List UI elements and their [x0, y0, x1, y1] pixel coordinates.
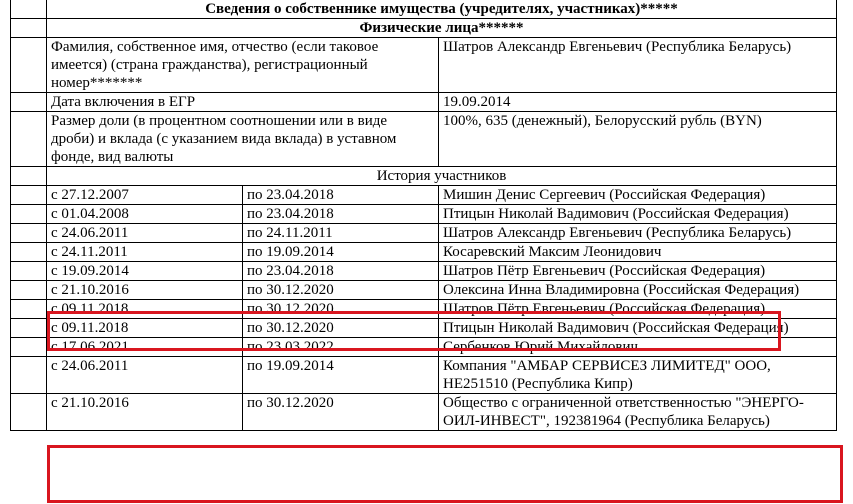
history-row-to: по 30.12.2020 — [243, 394, 439, 431]
history-row-to: по 23.04.2018 — [243, 262, 439, 281]
history-row-from: с 24.06.2011 — [47, 357, 243, 394]
history-row-to: по 30.12.2020 — [243, 319, 439, 338]
owner-date-row — [11, 93, 837, 112]
history-row-index — [11, 224, 47, 243]
history-row — [11, 319, 837, 338]
history-row — [11, 186, 837, 205]
section-title: Сведения о собственнике имущества (учредителях, участниках)***** — [47, 0, 837, 19]
history-row — [11, 262, 837, 281]
history-row-from: с 01.04.2008 — [47, 205, 243, 224]
history-row-from: с 24.06.2011 — [47, 224, 243, 243]
highlight-box-energo-oil-row — [47, 445, 843, 503]
history-row — [11, 205, 837, 224]
history-row-to: по 19.09.2014 — [243, 357, 439, 394]
history-row-from: с 09.11.2018 — [47, 300, 243, 319]
history-row — [11, 224, 837, 243]
history-row — [11, 281, 837, 300]
history-row-index — [11, 186, 47, 205]
owner-name-row — [11, 38, 837, 93]
history-row-from: с 21.10.2016 — [47, 281, 243, 300]
history-row-from: с 21.10.2016 — [47, 394, 243, 431]
history-row-to: по 30.12.2020 — [243, 300, 439, 319]
history-row-to: по 24.11.2011 — [243, 224, 439, 243]
history-row-index — [11, 338, 47, 357]
history-row-name: Косаревский Максим Леонидович — [439, 243, 837, 262]
history-row-name: Птицын Николай Вадимович (Российская Федерация) — [439, 319, 837, 338]
history-row-index — [11, 300, 47, 319]
history-row — [11, 243, 837, 262]
subsection-title: Физические лица****** — [47, 19, 837, 38]
history-row-to: по 30.12.2020 — [243, 281, 439, 300]
history-row-name: Шатров Александр Евгеньевич (Республика Беларусь) — [439, 224, 837, 243]
history-row-name: Сербенков Юрий Михайлович — [439, 338, 837, 357]
history-row — [11, 357, 837, 394]
history-row-name: Олексина Инна Владимировна (Российская Федерация) — [439, 281, 837, 300]
history-row-index — [11, 205, 47, 224]
owner-name-value: Шатров Александр Евгеньевич (Республика Беларусь) — [439, 38, 837, 93]
history-row-name: Шатров Пётр Евгеньевич (Российская Федерация) — [439, 300, 837, 319]
history-row-from: с 24.11.2011 — [47, 243, 243, 262]
history-row-to: по 19.09.2014 — [243, 243, 439, 262]
history-row-index — [11, 319, 47, 338]
owner-info-table — [10, 0, 837, 431]
history-row-to: по 23.04.2018 — [243, 205, 439, 224]
owner-date-label: Дата включения в ЕГР — [47, 93, 439, 112]
subsection-title-row — [11, 19, 837, 38]
history-row-from: с 17.06.2021 — [47, 338, 243, 357]
owner-date-value: 19.09.2014 — [439, 93, 837, 112]
history-row-to: по 23.03.2022 — [243, 338, 439, 357]
history-list — [11, 186, 837, 431]
history-row-name: Птицын Николай Вадимович (Российская Федерация) — [439, 205, 837, 224]
owner-name-label: Фамилия, собственное имя, отчество (если таковое имеется) (страна гражданства), регистрационный номер******* — [47, 38, 439, 93]
history-row-index — [11, 243, 47, 262]
history-row-index — [11, 394, 47, 431]
history-row — [11, 394, 837, 431]
history-row-name: Общество с ограниченной ответственностью "ЭНЕРГО-ОИЛ-ИНВЕСТ", 192381964 (Республика Беларусь) — [439, 394, 837, 431]
history-row — [11, 338, 837, 357]
history-title: История участников — [47, 167, 837, 186]
history-row-name: Мишин Денис Сергеевич (Российская Федерация) — [439, 186, 837, 205]
history-row-name: Шатров Пётр Евгеньевич (Российская Федерация) — [439, 262, 837, 281]
history-row-to: по 23.04.2018 — [243, 186, 439, 205]
history-row-from: с 09.11.2018 — [47, 319, 243, 338]
history-row-from: с 19.09.2014 — [47, 262, 243, 281]
owner-share-row — [11, 112, 837, 167]
owner-share-value: 100%, 635 (денежный), Белорусский рубль (BYN) — [439, 112, 837, 167]
history-title-row — [11, 167, 837, 186]
section-title-row — [11, 0, 837, 19]
history-row-index — [11, 262, 47, 281]
history-row-index — [11, 357, 47, 394]
history-row-from: с 27.12.2007 — [47, 186, 243, 205]
history-row-index — [11, 281, 47, 300]
history-row — [11, 300, 837, 319]
owner-share-label: Размер доли (в процентном соотношении или в виде дроби) и вклада (с указанием вида вклада) в уставном фонде, вид валюты — [47, 112, 439, 167]
history-row-name: Компания "АМБАР СЕРВИСЕЗ ЛИМИТЕД" ООО, HE251510 (Республика Кипр) — [439, 357, 837, 394]
